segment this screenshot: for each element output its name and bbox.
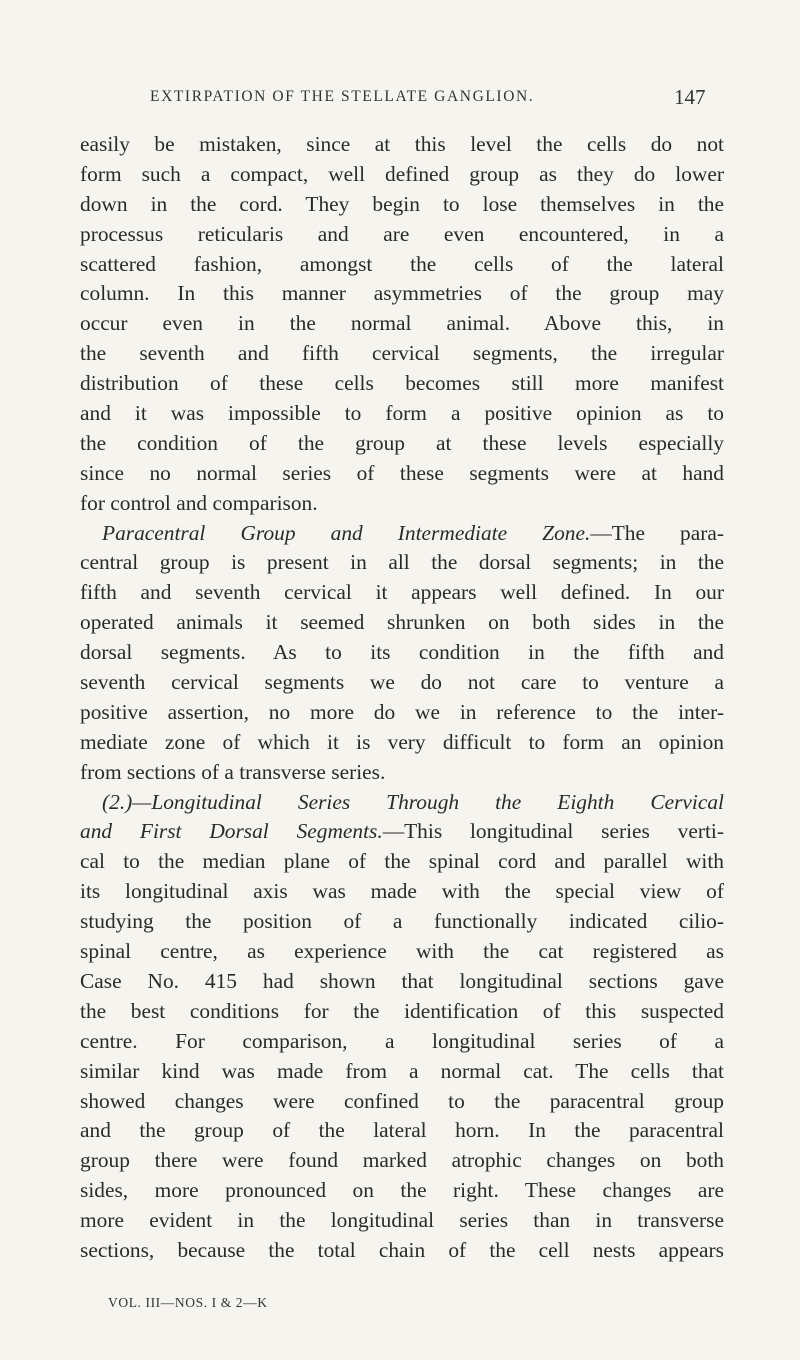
- text-segment: form such a compact, well defined group as they do lower: [80, 161, 724, 186]
- text-line: [80, 1057, 724, 1087]
- text-line: [80, 489, 724, 519]
- text-line: [80, 967, 724, 997]
- text-line: [80, 250, 724, 280]
- text-line: [80, 758, 724, 788]
- text-segment: sections, because the total chain of the cell nests appears: [80, 1237, 724, 1262]
- text-segment: dorsal segments. As to its condition in the fifth and: [80, 640, 724, 665]
- text-line: [80, 638, 724, 668]
- text-line: [80, 1236, 724, 1266]
- text-line: [80, 160, 724, 190]
- text-line: [80, 399, 724, 429]
- text-line: [80, 788, 724, 818]
- text-line: [80, 1087, 724, 1117]
- text-segment: mediate zone of which it is very difficult to form an opinion: [80, 729, 724, 754]
- text-line: [80, 459, 724, 489]
- text-segment: from sections of a transverse series.: [80, 759, 386, 784]
- text-segment: easily be mistaken, since at this level the cells do not: [80, 132, 724, 156]
- text-line: [80, 279, 724, 309]
- text-segment: processus reticularis and are even encountered, in a: [80, 221, 724, 246]
- text-segment: the seventh and fifth cervical segments, the irregular: [80, 341, 724, 366]
- text-line: [80, 220, 724, 250]
- text-line: [80, 369, 724, 399]
- text-segment: group there were found marked atrophic changes on both: [80, 1148, 724, 1173]
- text-line: [80, 429, 724, 459]
- text-line: [80, 130, 724, 160]
- text-line: [80, 309, 724, 339]
- text-segment: —This longitudinal series verti-: [382, 819, 724, 844]
- text-line: [80, 1146, 724, 1176]
- text-line: [80, 339, 724, 369]
- text-segment: since no normal series of these segments were at hand: [80, 460, 724, 485]
- text-segment: centre. For comparison, a longitudinal series of a: [80, 1028, 724, 1053]
- text-segment: the condition of the group at these levels especially: [80, 430, 724, 455]
- text-line: [80, 877, 724, 907]
- text-segment: showed changes were confined to the paracentral group: [80, 1088, 724, 1113]
- text-segment: sides, more pronounced on the right. These changes are: [80, 1178, 724, 1203]
- text-segment: scattered fashion, amongst the cells of the lateral: [80, 251, 724, 276]
- text-segment: and it was impossible to form a positive opinion as to: [80, 401, 724, 426]
- text-line: [80, 1027, 724, 1057]
- text-line: [80, 847, 724, 877]
- text-segment: operated animals it seemed shrunken on both sides in the: [80, 610, 724, 635]
- text-segment: the best conditions for the identification of this suspected: [80, 998, 724, 1023]
- italic-heading-segment: and First Dorsal Segments.: [80, 819, 383, 844]
- text-segment: Case No. 415 had shown that longitudinal sections gave: [80, 968, 724, 993]
- text-line: [80, 578, 724, 608]
- text-segment: fifth and seventh cervical it appears well defined. In our: [80, 580, 724, 605]
- italic-heading-segment: Longitudinal Series Through the Eighth Cervical: [151, 789, 724, 814]
- text-line: [80, 997, 724, 1027]
- text-segment: occur even in the normal animal. Above this, in: [80, 311, 724, 336]
- text-line: [80, 907, 724, 937]
- text-line: [80, 608, 724, 638]
- text-line: [80, 937, 724, 967]
- text-segment: spinal centre, as experience with the cat registered as: [80, 939, 724, 964]
- text-segment: and the group of the lateral horn. In the paracentral: [80, 1118, 724, 1143]
- text-line: [80, 519, 724, 549]
- text-segment: seventh cervical segments we do not care to venture a: [80, 670, 724, 695]
- text-line: [80, 548, 724, 578]
- text-segment: central group is present in all the dorsal segments; in the: [80, 550, 724, 575]
- text-segment: down in the cord. They begin to lose themselves in the: [80, 191, 724, 216]
- text-line: [80, 1116, 724, 1146]
- text-segment: column. In this manner asymmetries of the group may: [80, 281, 724, 306]
- running-title: EXTIRPATION OF THE STELLATE GANGLION.: [150, 88, 535, 105]
- body-text: [80, 130, 724, 1266]
- text-segment: cal to the median plane of the spinal cord and parallel with: [80, 849, 724, 874]
- text-segment: for control and comparison.: [80, 490, 318, 515]
- text-line: [80, 728, 724, 758]
- text-segment: distribution of these cells becomes still more manifest: [80, 371, 724, 396]
- text-segment: similar kind was made from a normal cat. The cells that: [80, 1058, 724, 1083]
- signature-mark: VOL. III—NOS. I & 2—K: [108, 1295, 268, 1310]
- text-segment: positive assertion, no more do we in reference to the inter-: [80, 699, 724, 724]
- italic-heading-segment: Paracentral Group and Intermediate Zone.: [102, 520, 591, 545]
- text-line: [80, 668, 724, 698]
- italic-heading-segment: (2.)—: [102, 789, 152, 814]
- text-line: [80, 698, 724, 728]
- page-number: 147: [674, 85, 706, 109]
- text-line: [80, 190, 724, 220]
- text-segment: —The para-: [590, 520, 724, 545]
- text-segment: studying the position of a functionally indicated cilio-: [80, 909, 724, 934]
- text-line: [80, 1176, 724, 1206]
- text-segment: its longitudinal axis was made with the special view of: [80, 879, 724, 904]
- text-segment: more evident in the longitudinal series than in transverse: [80, 1208, 724, 1233]
- text-line: [80, 1206, 724, 1236]
- text-line: [80, 817, 724, 847]
